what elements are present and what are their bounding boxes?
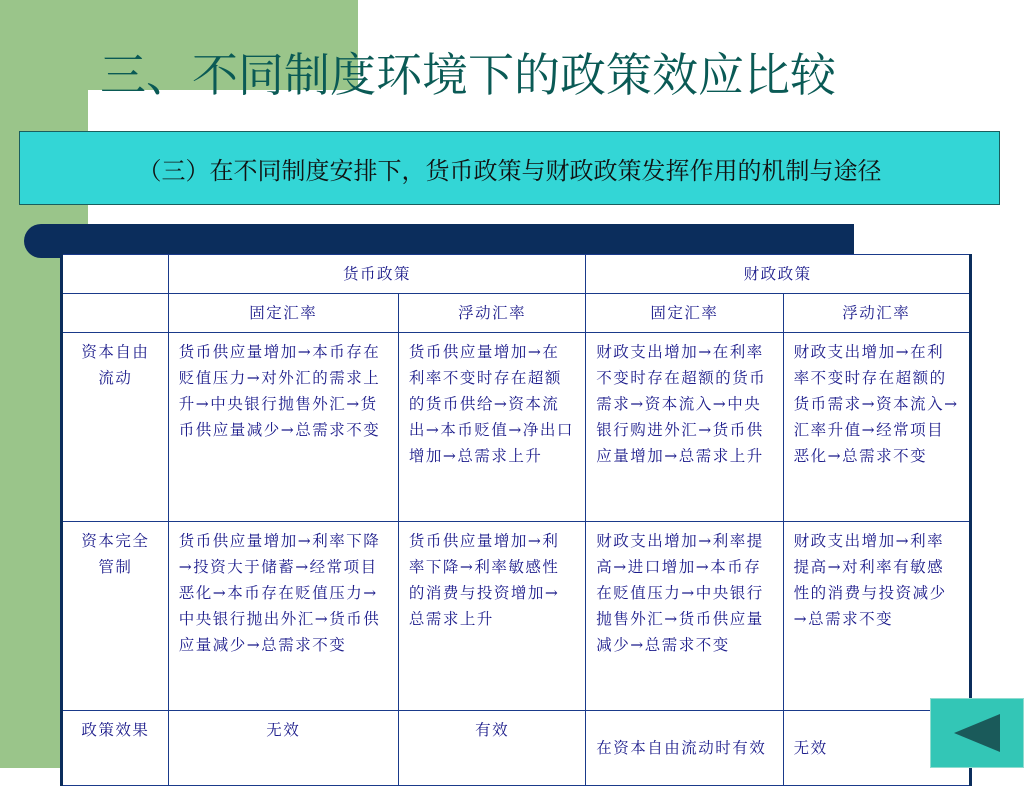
slide-title: 三、不同制度环境下的政策效应比较 xyxy=(100,48,836,102)
fiscal-policy-header: 财政政策 xyxy=(586,255,971,294)
subtitle-banner xyxy=(19,131,1000,205)
monetary-fixed-header: 固定汇率 xyxy=(168,294,398,333)
table-cell: 货币供应量增加→本币存在贬值压力→对外汇的需求上升→中央银行抛售外汇→货币供应量减少→总需求不变 xyxy=(168,333,398,522)
table-cell: 货币供应量增加→利率下降→利率敏感性的消费与投资增加→总需求上升 xyxy=(398,522,585,711)
table-cell: 在资本自由流动时有效 xyxy=(586,711,783,786)
fiscal-fixed-header: 固定汇率 xyxy=(586,294,783,333)
row-label: 资本自由流动 xyxy=(62,333,169,522)
table-cell: 财政支出增加→在利率不变时存在超额的货币需求→资本流入→中央银行购进外汇→货币供应量增加→总需求上升 xyxy=(586,333,783,522)
table-cell: 财政支出增加→在利率不变时存在超额的货币需求→资本流入→汇率升值→经常项目恶化→总需求不变 xyxy=(783,333,970,522)
navy-decoration-bar xyxy=(24,224,854,258)
monetary-floating-header: 浮动汇率 xyxy=(398,294,585,333)
table-row xyxy=(62,333,971,522)
table-cell: 无效 xyxy=(783,711,970,786)
table-row xyxy=(62,711,971,786)
table-cell: 无效 xyxy=(168,711,398,786)
table-subheader-row xyxy=(62,294,971,333)
row-label: 资本完全管制 xyxy=(62,522,169,711)
row-label: 政策效果 xyxy=(62,711,169,786)
table-cell: 货币供应量增加→利率下降→投资大于储蓄→经常项目恶化→本币存在贬值压力→中央银行抛出外汇→货币供应量减少→总需求不变 xyxy=(168,522,398,711)
fiscal-floating-header: 浮动汇率 xyxy=(783,294,970,333)
table-cell: 有效 xyxy=(398,711,585,786)
monetary-policy-header: 货币政策 xyxy=(168,255,586,294)
back-arrow-icon xyxy=(950,710,1004,756)
subtitle-text: （三）在不同制度安排下，货币政策与财政政策发挥作用的机制与途径 xyxy=(137,156,882,185)
table-cell: 财政支出增加→利率提高→对利率有敏感性的消费与投资减少→总需求不变 xyxy=(783,522,970,711)
table-row xyxy=(62,522,971,711)
policy-comparison-table xyxy=(60,254,972,786)
table-cell: 货币供应量增加→在利率不变时存在超额的货币供给→资本流出→本币贬值→净出口增加→总需求上升 xyxy=(398,333,585,522)
table-header-row xyxy=(62,255,971,294)
corner-cell xyxy=(62,294,169,333)
back-nav-button[interactable] xyxy=(930,698,1024,768)
corner-cell xyxy=(62,255,169,294)
table-cell: 财政支出增加→利率提高→进口增加→本币存在贬值压力→中央银行抛售外汇→货币供应量减少→总需求不变 xyxy=(586,522,783,711)
